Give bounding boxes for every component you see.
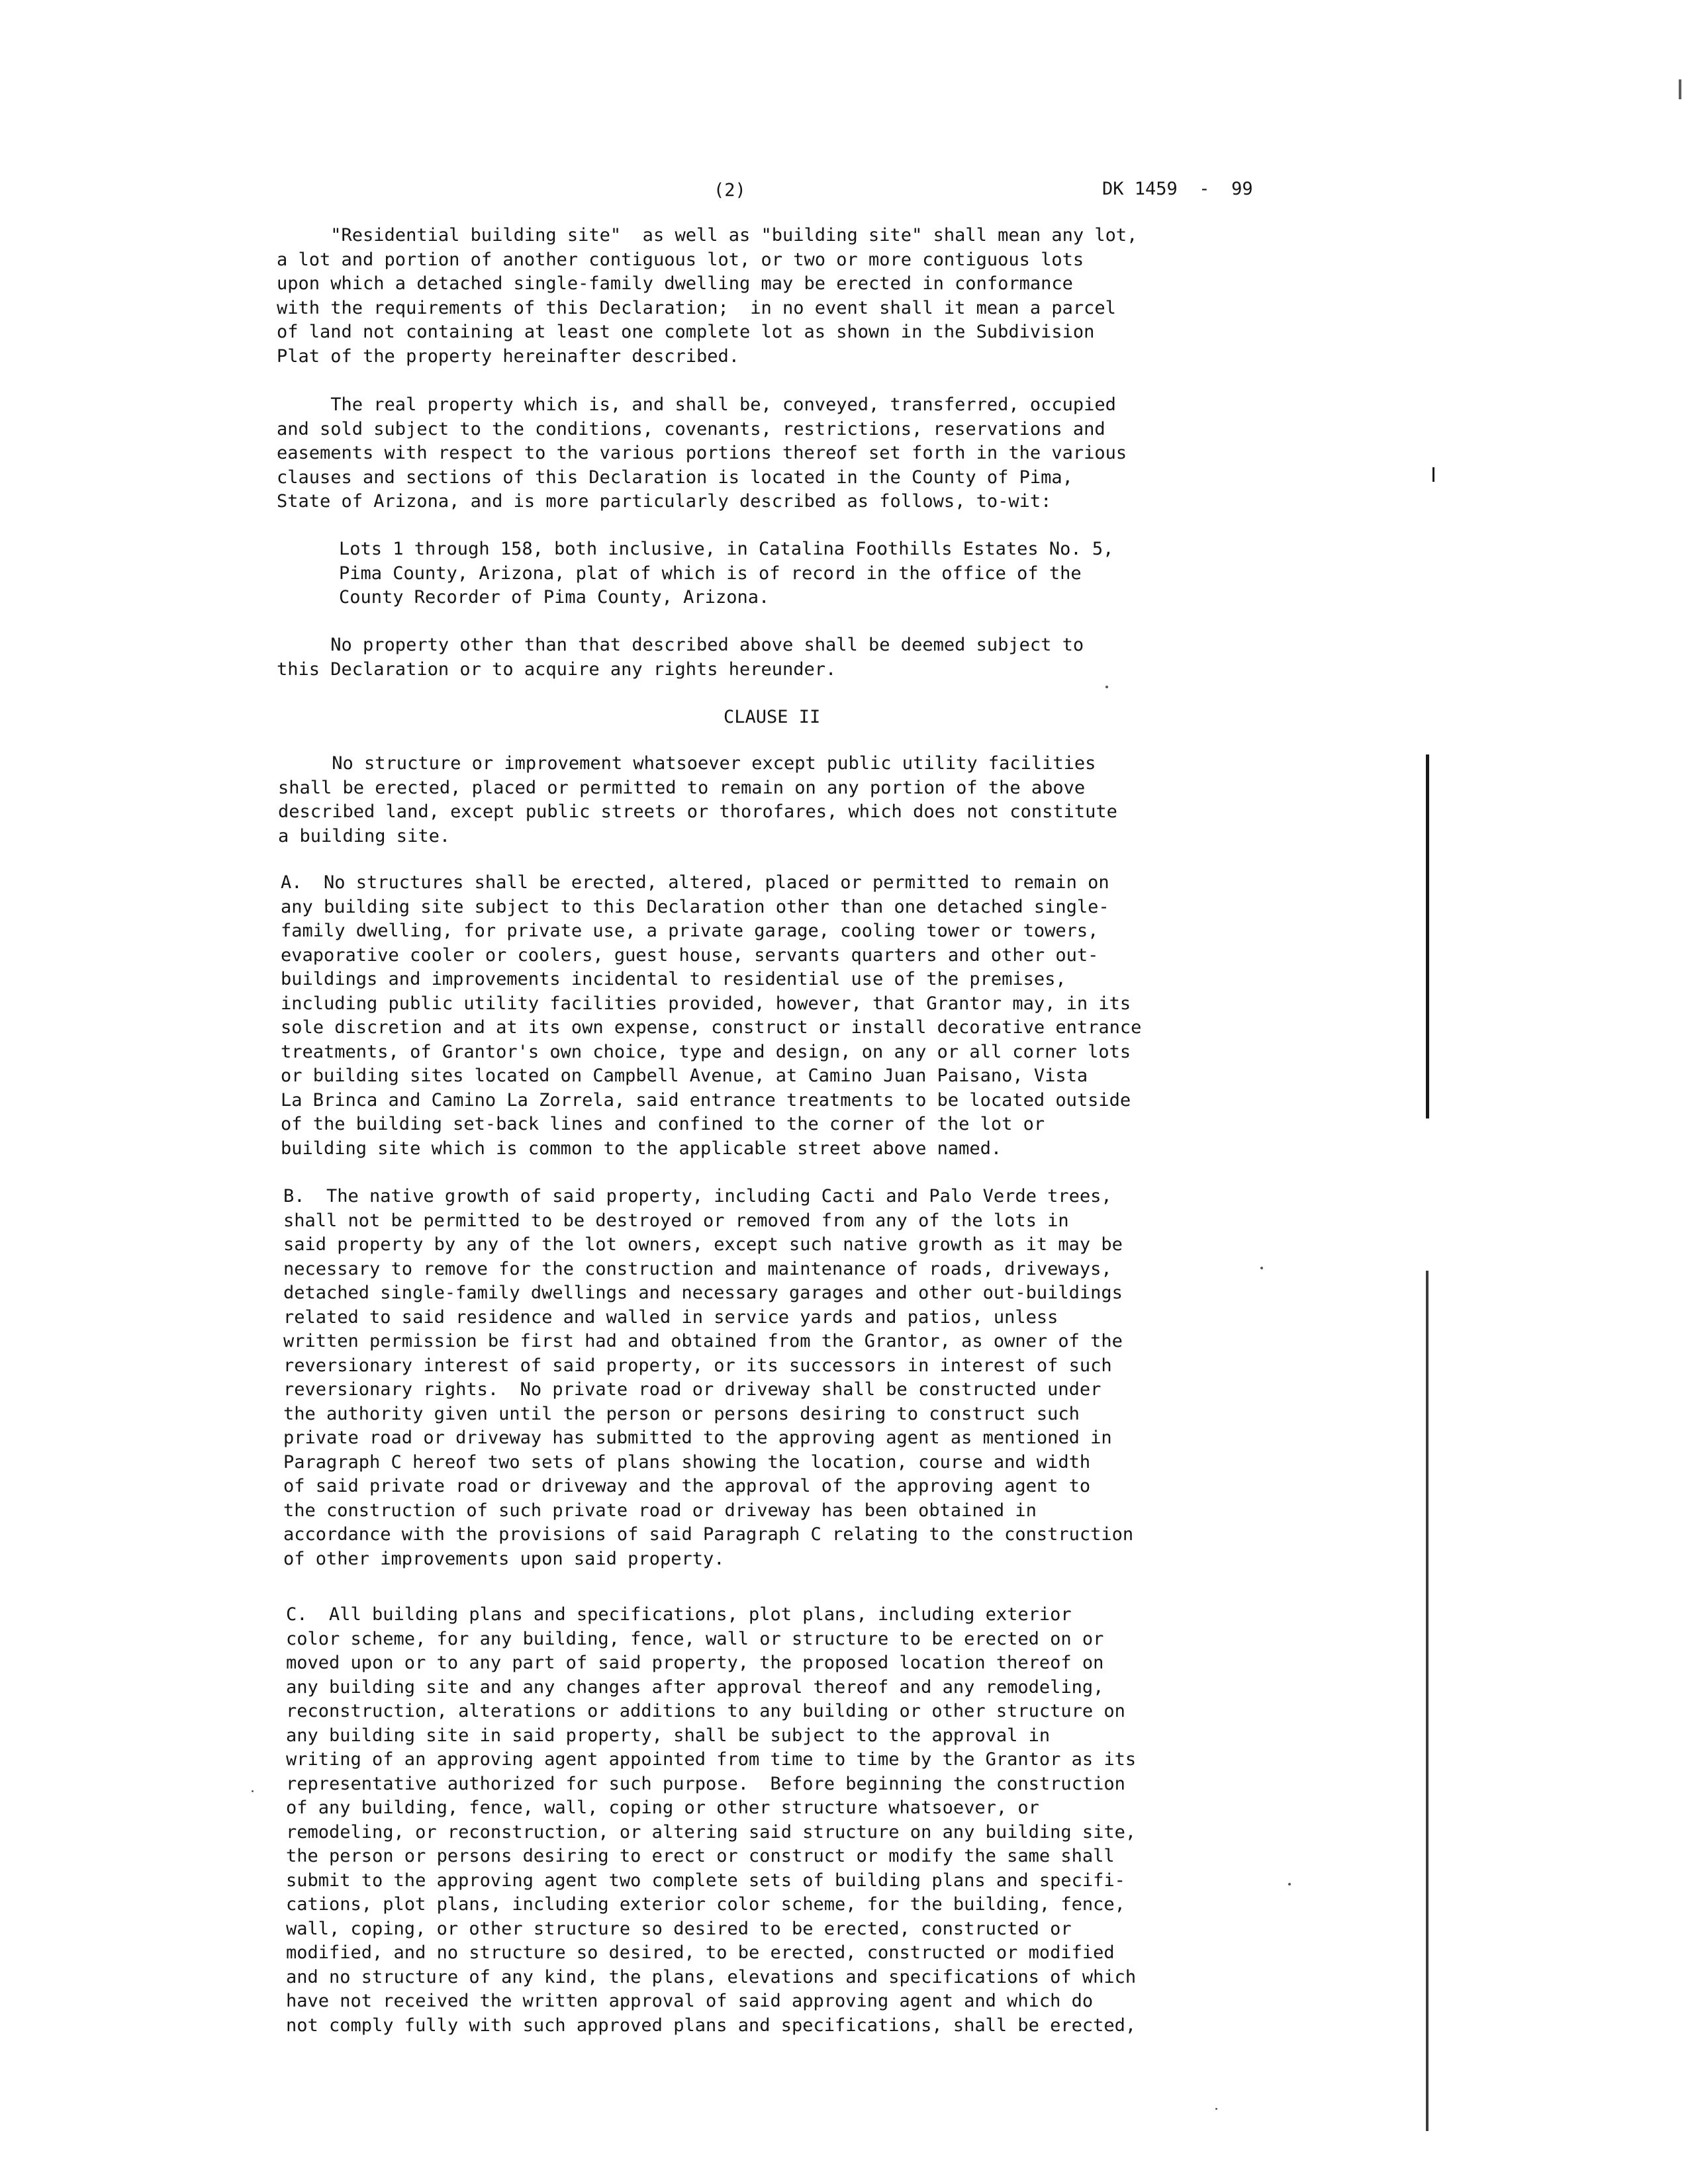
text-line: of any building, fence, wall, coping or other structure whatsoever, or — [286, 1797, 1039, 1818]
text-line: buildings and improvements incidental to residential use of the premises, — [281, 969, 1066, 989]
speck-5 — [252, 1790, 254, 1792]
paragraph-b — [283, 1185, 1133, 1571]
text-line: treatments, of Grantor's own choice, type and design, on any or all corner lots — [281, 1041, 1131, 1062]
text-line: "Residential building site" as well as "building site" shall mean any lot, — [277, 225, 1138, 246]
text-line: modified, and no structure so desired, to be erected, constructed or modified — [286, 1942, 1115, 1963]
text-line: the construction of such private road or driveway has been obtained in — [283, 1500, 1037, 1521]
text-line: No structure or improvement whatsoever except public utility facilities — [278, 753, 1096, 774]
text-line: said property by any of the lot owners, except such native growth as it may be — [283, 1234, 1123, 1255]
text-line: the authority given until the person or persons desiring to construct such — [283, 1403, 1080, 1424]
text-line: or building sites located on Campbell Avenue, at Camino Juan Paisano, Vista — [281, 1066, 1088, 1086]
text-line: evaporative cooler or coolers, guest house, servants quarters and other out- — [281, 944, 1099, 966]
text-line: this Declaration or to acquire any rights hereunder. — [277, 659, 837, 680]
text-line: upon which a detached single-family dwelling may be erected in conformance — [277, 273, 1073, 294]
text-line: reversionary interest of said property, or its successors in interest of such — [283, 1355, 1112, 1376]
speck-1 — [1105, 686, 1108, 688]
clause-heading: CLAUSE II — [724, 707, 821, 727]
paragraph-a — [281, 871, 1141, 1161]
text-line: shall be erected, placed or permitted to remain on any portion of the above — [278, 777, 1086, 798]
page-number: (2) — [714, 180, 746, 201]
edge-mark-top — [1679, 79, 1681, 99]
text-line: of the building set-back lines and confined to the corner of the lot or — [281, 1114, 1045, 1134]
book-reference: DK 1459 - 99 — [1102, 179, 1253, 199]
text-line: including public utility facilities provided, however, that Grantor may, in its — [281, 993, 1131, 1014]
paragraph-no-other-property — [277, 633, 1084, 682]
text-line: B. The native growth of said property, including Cacti and Palo Verde trees, — [283, 1186, 1112, 1206]
margin-bar-upper — [1426, 754, 1429, 1118]
paragraph-clause-ii-intro — [278, 752, 1117, 848]
text-line: moved upon or to any part of said property, the proposed location thereof on — [286, 1653, 1104, 1673]
text-line: remodeling, or reconstruction, or altering said structure on any building site, — [286, 1821, 1137, 1843]
paragraph-c — [286, 1603, 1136, 2038]
text-line: accordance with the provisions of said Paragraph C relating to the construction — [283, 1524, 1134, 1545]
text-line: any building site subject to this Declaration other than one detached single- — [281, 896, 1109, 917]
text-line: writing of an approving agent appointed from time to time by the Grantor as its — [286, 1749, 1137, 1770]
text-line: A. No structures shall be erected, altered, placed or permitted to remain on — [281, 872, 1109, 893]
speck-4 — [1215, 2108, 1217, 2110]
text-line: described land, except public streets or thorofares, which does not constitute — [278, 801, 1117, 822]
text-line: color scheme, for any building, fence, wall or structure to be erected on or — [286, 1628, 1104, 1649]
text-line: a lot and portion of another contiguous lot, or two or more contiguous lots — [277, 249, 1084, 270]
text-line: submit to the approving agent two complete sets of building plans and specifi- — [286, 1870, 1125, 1891]
text-line: No property other than that described above shall be deemed subject to — [277, 635, 1084, 655]
paragraph-real-property — [277, 393, 1127, 514]
text-line: wall, coping, or other structure so desired to be erected, constructed or — [286, 1918, 1072, 1939]
text-line: not comply fully with such approved plans and specifications, shall be erected, — [286, 2015, 1137, 2036]
text-line: representative authorized for such purpose. Before beginning the construction — [286, 1773, 1125, 1794]
text-line: the person or persons desiring to erect or construct or modify the same shall — [286, 1846, 1115, 1866]
text-line: detached single-family dwellings and necessary garages and other out-buildings — [283, 1283, 1123, 1303]
text-line: easements with respect to the various portions thereof set forth in the various — [277, 443, 1127, 463]
text-line: Pima County, Arizona, plat of which is of record in the office of the — [339, 563, 1082, 584]
text-line: written permission be first had and obtained from the Grantor, as owner of the — [283, 1331, 1123, 1351]
text-line: and sold subject to the conditions, covenants, restrictions, reservations and — [277, 418, 1105, 439]
text-line: reconstruction, alterations or additions to any building or other structure on — [286, 1701, 1125, 1721]
text-line: and no structure of any kind, the plans, elevations and specifications of which — [286, 1966, 1137, 1987]
speck-2 — [1260, 1267, 1263, 1269]
text-line: shall not be permitted to be destroyed or removed from any of the lots in — [283, 1210, 1069, 1231]
text-line: The real property which is, and shall be, conveyed, transferred, occupied — [277, 394, 1116, 415]
text-line: any building site and any changes after approval thereof and any remodeling, — [286, 1676, 1104, 1698]
text-line: La Brinca and Camino La Zorrela, said entrance treatments to be located outside — [281, 1089, 1131, 1111]
text-line: clauses and sections of this Declaration is located in the County of Pima, — [277, 467, 1073, 488]
text-line: family dwelling, for private use, a private garage, cooling tower or towers, — [281, 921, 1099, 941]
text-line: building site which is common to the applicable street above named. — [281, 1138, 1002, 1159]
text-line: cations, plot plans, including exterior color scheme, for the building, fence, — [286, 1894, 1125, 1915]
text-line: with the requirements of this Declaration; in no event shall it mean a parcel — [277, 297, 1116, 318]
text-line: of other improvements upon said property. — [283, 1548, 725, 1569]
text-line: of land not containing at least one complete lot as shown in the Subdivision — [277, 322, 1095, 342]
text-line: of said private road or driveway and the approval of the approving agent to — [283, 1476, 1091, 1496]
paragraph-definition — [277, 224, 1137, 369]
text-line: related to said residence and walled in service yards and patios, unless — [283, 1306, 1058, 1328]
text-line: State of Arizona, and is more particularly described as follows, to-wit: — [277, 491, 1052, 512]
text-line: necessary to remove for the construction and maintenance of roads, driveways, — [283, 1258, 1112, 1279]
text-line: Lots 1 through 158, both inclusive, in Catalina Foothills Estates No. 5, — [339, 539, 1114, 559]
text-line: private road or driveway has submitted to the approving agent as mentioned in — [283, 1428, 1112, 1448]
text-line: reversionary rights. No private road or driveway shall be constructed under — [283, 1379, 1102, 1400]
text-line: County Recorder of Pima County, Arizona. — [339, 587, 770, 608]
text-line: sole discretion and at its own expense, construct or install decorative entrance — [281, 1017, 1142, 1038]
text-line: have not received the written approval of said approving agent and which do — [286, 1991, 1094, 2011]
text-line: Paragraph C hereof two sets of plans showing the location, course and width — [283, 1451, 1091, 1473]
text-line: any building site in said property, shall be subject to the approval in — [286, 1725, 1051, 1746]
text-line: Plat of the property hereinafter described. — [277, 345, 739, 367]
text-line: C. All building plans and specifications, plot plans, including exterior — [286, 1604, 1072, 1625]
speck-3 — [1288, 1883, 1291, 1886]
text-line: a building site. — [278, 825, 451, 846]
margin-bar-lower — [1426, 1271, 1429, 2131]
margin-tick — [1432, 467, 1434, 482]
paragraph-lot-description — [339, 537, 1113, 610]
